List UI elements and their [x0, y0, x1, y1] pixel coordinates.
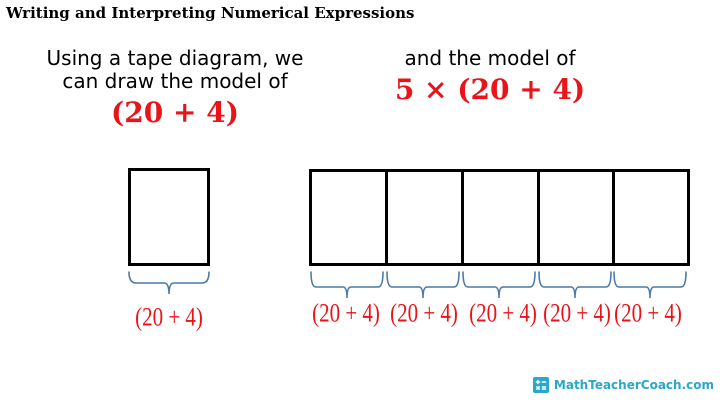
logo-text: MathTeacherCoach.com [553, 378, 714, 392]
brace-label-5: (20 + 4) [614, 297, 682, 328]
brace-label-2: (20 + 4) [390, 297, 458, 328]
brace-label-3: (20 + 4) [469, 297, 537, 328]
calculator-icon [533, 377, 549, 393]
brace-label-4: (20 + 4) [543, 297, 611, 328]
brace-5 [614, 272, 686, 298]
page-title: Writing and Interpreting Numerical Expressions [6, 4, 415, 22]
left-expression: (20 + 4) [111, 96, 239, 129]
brace-3 [463, 272, 535, 298]
brace-2 [387, 272, 459, 298]
right-expression: 5 × (20 + 4) [394, 73, 586, 106]
brace-4 [539, 272, 611, 298]
right-intro-line1: and the model of [404, 46, 576, 70]
brace-label-1: (20 + 4) [312, 297, 380, 328]
brace-1 [311, 272, 383, 298]
left-intro-line1: Using a tape diagram, we [46, 46, 304, 70]
left-intro-line2: can draw the model of [62, 69, 288, 93]
logo [533, 377, 714, 393]
brace-label-single: (20 + 4) [135, 301, 203, 332]
brace-single [129, 272, 209, 294]
